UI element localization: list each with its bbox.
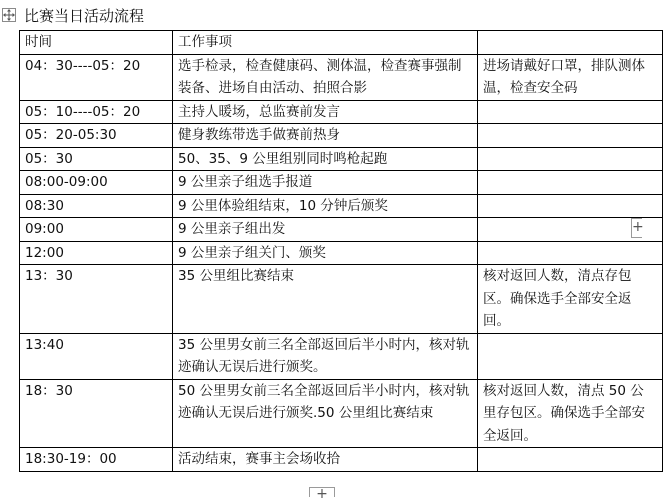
table-row: [20, 100, 663, 124]
table-move-handle-icon[interactable]: [2, 8, 16, 22]
table-row: [20, 194, 663, 218]
table-row: [20, 379, 663, 448]
table-row: [20, 124, 663, 148]
cell-time[interactable]: 09:00: [20, 218, 173, 242]
cell-task[interactable]: 主持人暖场，总监赛前发言: [173, 100, 478, 124]
add-column-button[interactable]: [631, 218, 642, 238]
table-row: [20, 218, 663, 242]
cell-task[interactable]: 选手检录，检查健康码、测体温，检查赛事强制装备、进场自由活动、拍照合影: [173, 54, 478, 100]
table-row: [20, 265, 663, 334]
cell-notes[interactable]: [478, 100, 663, 124]
cell-task[interactable]: 50 公里男女前三名全部返回后半小时内，核对轨迹确认无误后进行颁奖.50 公里组比赛结束: [173, 379, 478, 448]
header-task[interactable]: 工作事项: [173, 31, 478, 55]
table-header-row: [20, 31, 663, 55]
table-row: [20, 241, 663, 265]
plus-icon: +: [632, 219, 644, 235]
table-row: [20, 333, 663, 379]
header-notes[interactable]: [478, 31, 663, 55]
cell-task[interactable]: 健身教练带选手做赛前热身: [173, 124, 478, 148]
cell-task[interactable]: 50、35、9 公里组别同时鸣枪起跑: [173, 147, 478, 171]
cell-task[interactable]: 活动结束，赛事主会场收拾: [173, 448, 478, 472]
cell-time[interactable]: 08:00-09:00: [20, 171, 173, 195]
cell-time[interactable]: 13：30: [20, 265, 173, 334]
cell-notes[interactable]: [478, 194, 663, 218]
table-row: [20, 54, 663, 100]
cell-notes[interactable]: 核对返回人数，清点 50 公里存包区。确保选手全部安全返回。: [478, 379, 663, 448]
cell-task[interactable]: 9 公里亲子组选手报道: [173, 171, 478, 195]
cell-task[interactable]: 9 公里亲子组出发: [173, 218, 478, 242]
cell-time[interactable]: 05：20-05:30: [20, 124, 173, 148]
cell-notes[interactable]: [478, 171, 663, 195]
cell-time[interactable]: 12:00: [20, 241, 173, 265]
cell-task[interactable]: 9 公里亲子组关门、颁奖: [173, 241, 478, 265]
table-row: [20, 448, 663, 472]
plus-icon: +: [316, 486, 328, 502]
cell-task[interactable]: 35 公里男女前三名全部返回后半小时内，核对轨迹确认无误后进行颁奖。: [173, 333, 478, 379]
cell-task[interactable]: 9 公里体验组结束，10 分钟后颁奖: [173, 194, 478, 218]
cell-notes[interactable]: [478, 124, 663, 148]
cell-time[interactable]: 04：30----05：20: [20, 54, 173, 100]
cell-notes[interactable]: 核对返回人数，清点存包区。确保选手全部安全返回。: [478, 265, 663, 334]
cell-time[interactable]: 08:30: [20, 194, 173, 218]
cell-time[interactable]: 05：30: [20, 147, 173, 171]
table-row: [20, 147, 663, 171]
table-row: [20, 171, 663, 195]
cell-time[interactable]: 18:30-19：00: [20, 448, 173, 472]
add-row-button[interactable]: [309, 486, 335, 502]
header-time[interactable]: 时间: [20, 31, 173, 55]
cell-notes[interactable]: [478, 147, 663, 171]
cell-time[interactable]: 13:40: [20, 333, 173, 379]
cell-notes[interactable]: [478, 241, 663, 265]
cell-time[interactable]: 05：10----05：20: [20, 100, 173, 124]
cell-task[interactable]: 35 公里组比赛结束: [173, 265, 478, 334]
cell-notes[interactable]: [478, 448, 663, 472]
document-title: 比赛当日活动流程: [24, 7, 145, 25]
cell-notes[interactable]: 进场请戴好口罩，排队测体温，检查安全码: [478, 54, 663, 100]
cell-notes[interactable]: [478, 333, 663, 379]
cell-time[interactable]: 18：30: [20, 379, 173, 448]
schedule-table: [19, 30, 663, 472]
